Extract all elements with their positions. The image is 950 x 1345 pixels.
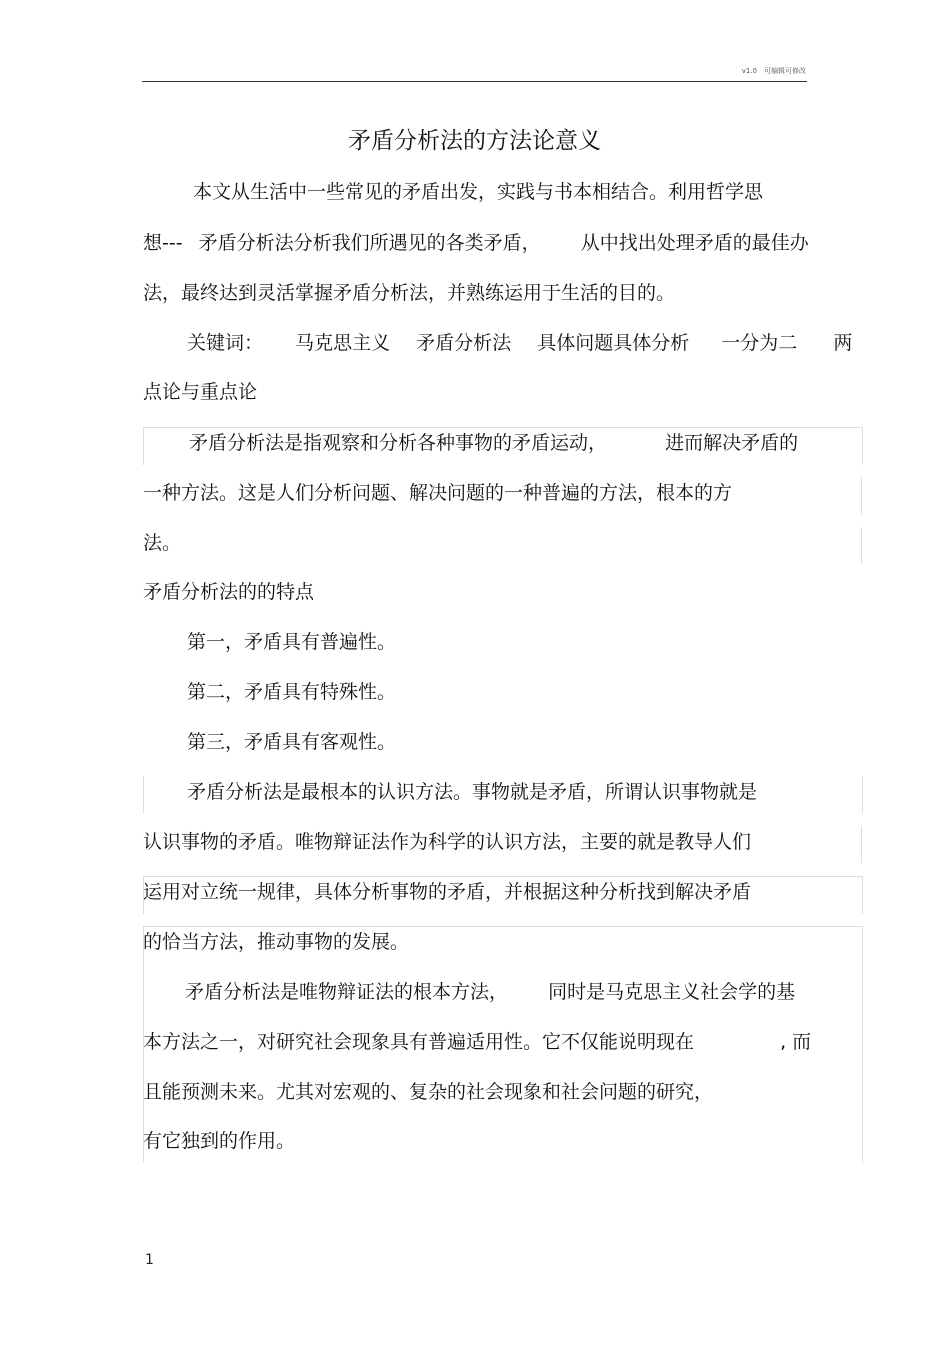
definition-line-2: 一种方法。这是人们分析问题、解决问题的一种普遍的方法，根本的方 xyxy=(143,482,733,504)
keyword-2: 矛盾分析法 xyxy=(416,332,512,354)
abstract-line-2-part-a: 想--- xyxy=(143,232,183,254)
cognition-line-3: 运用对立统一规律，具体分析事物的矛盾，并根据这种分析找到解决矛盾 xyxy=(143,881,752,903)
definition-line-3: 法。 xyxy=(143,532,182,554)
definition-line-1-part-a: 矛盾分析法是指观察和分析各种事物的矛盾运动， xyxy=(189,432,608,454)
keywords-line xyxy=(187,331,852,355)
sociology-line-3: 且能预测未来。尤其对宏观的、复杂的社会现象和社会问题的研究， xyxy=(143,1081,714,1103)
abstract-line-3: 法，最终达到灵活掌握矛盾分析法，并熟练运用于生活的目的。 xyxy=(143,282,676,304)
feature-item-2: 第二，矛盾具有特殊性。 xyxy=(187,681,397,703)
feature-item-3: 第三，矛盾具有客观性。 xyxy=(187,731,397,753)
cognition-line-1: 矛盾分析法是最根本的认识方法。事物就是矛盾，所谓认识事物就是 xyxy=(187,781,758,803)
header-rule xyxy=(142,81,807,82)
page-number: 1 xyxy=(145,1252,154,1268)
sociology-line-1-part-b: 同时是马克思主义社会学的基 xyxy=(548,981,796,1003)
keyword-5: 两 xyxy=(833,332,853,354)
document-title: 矛盾分析法的方法论意义 xyxy=(348,128,601,154)
sociology-line-2-part-a: 本方法之一，对研究社会现象具有普遍适用性。它不仅能说明现在 xyxy=(143,1031,695,1053)
sociology-line-1 xyxy=(185,980,795,1004)
abstract-line-2-part-c: 从中找出处理矛盾的最佳办 xyxy=(580,232,809,254)
cognition-line-2: 认识事物的矛盾。唯物辩证法作为科学的认识方法，主要的就是教导人们 xyxy=(143,831,752,853)
abstract-line-1: 本文从生活中一些常见的矛盾出发，实践与书本相结合。利用哲学思 xyxy=(193,181,764,203)
cognition-line-4: 的恰当方法，推动事物的发展。 xyxy=(143,931,410,953)
feature-item-1: 第一，矛盾具有普遍性。 xyxy=(187,631,397,653)
sociology-line-4: 有它独到的作用。 xyxy=(143,1130,296,1152)
keyword-3: 具体问题具体分析 xyxy=(537,332,690,354)
sociology-line-1-part-a: 矛盾分析法是唯物辩证法的根本方法， xyxy=(185,981,509,1003)
features-heading: 矛盾分析法的的特点 xyxy=(143,581,315,603)
sociology-line-2 xyxy=(143,1030,811,1054)
definition-line-1 xyxy=(189,431,798,455)
header-version-note: v1.0 可编辑可修改 xyxy=(741,67,806,75)
abstract-line-2-part-b: 矛盾分析法分析我们所遇见的各类矛盾， xyxy=(198,232,541,254)
definition-line-1-part-b: 进而解决矛盾的 xyxy=(665,432,799,454)
keywords-continuation: 点论与重点论 xyxy=(143,381,258,403)
abstract-line-2 xyxy=(143,231,809,255)
definition-box-3 xyxy=(143,527,862,564)
sociology-line-2-part-b: , 而 xyxy=(780,1031,812,1053)
keywords-label: 关键词： xyxy=(187,332,264,354)
keyword-1: 马克思主义 xyxy=(295,332,391,354)
keyword-4: 一分为二 xyxy=(721,332,798,354)
